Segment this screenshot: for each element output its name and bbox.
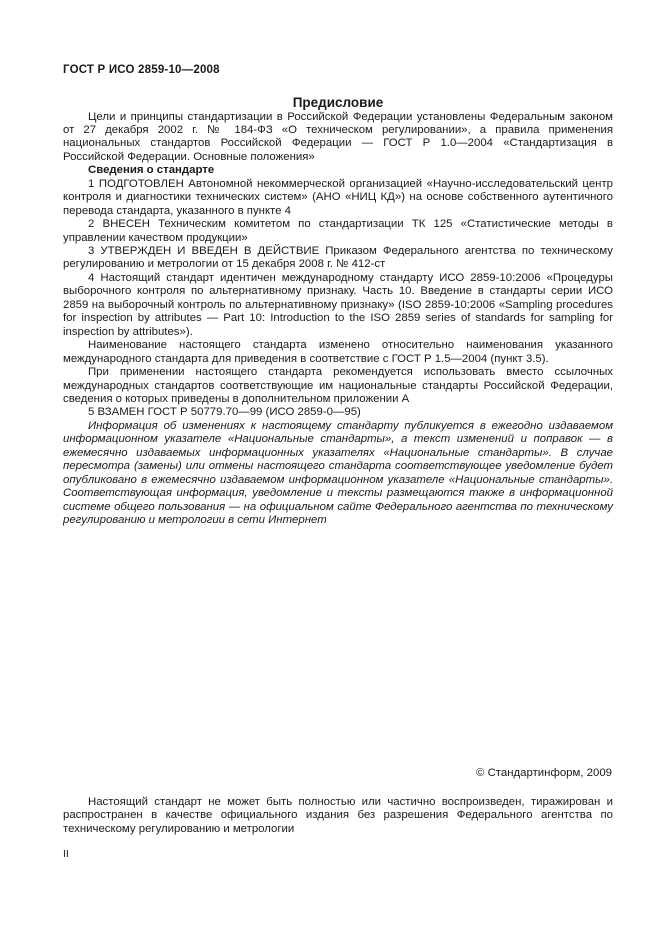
section-heading: Сведения о стандарте	[88, 164, 215, 177]
standard-info-item-4: 4 Настоящий стандарт идентичен международному стандарту ИСО 2859-10:2006 «Процедуры выборочного контроля по альтернативному признаку. Часть 10. Введение в стандарты серии ИСО 2859 на выборочный контроль по альтернативному признаку» (ISO 2859-10:2006 «Sampling procedures for inspection by attributes — Part 10: Introduction to the ISO 2859 series of standards for sampling for inspection by attributes»).	[63, 271, 613, 338]
restriction-note: Настоящий стандарт не может быть полностью или частично воспроизведен, тиражирован и распространен в качестве официального издания без разрешения Федерального агентства по техническому регулированию и метрологии	[63, 796, 613, 835]
item-4-note-rename: Наименование настоящего стандарта изменено относительно наименования указанного международного стандарта для приведения в соответствие с ГОСТ Р 1.5—2004 (пункт 3.5).	[63, 339, 613, 365]
publication-note: Информация об изменениях к настоящему стандарту публикуется в ежегодно издаваемом информационном указателе «Национальные стандарты», а текст изменений и поправок — в ежемесячно издаваемых информационных указателях «Национальные стандарты». В случае пересмотра (замены) или отмены настоящего стандарта соответствующее уведомление будет опубликовано в ежемесячно издаваемом информационном указателе «Национальные стандарты». Соответствующая информация, уведомление и тексты размещаются также в информационной системе общего пользования — на официальном сайте Федерального агентства по техническому регулированию и метрологии в сети Интернет	[63, 419, 613, 527]
doc-designation: ГОСТ Р ИСО 2859-10—2008	[63, 64, 220, 76]
standard-info-item-5: 5 ВЗАМЕН ГОСТ Р 50779.70—99 (ИСО 2859-0—95)	[88, 406, 361, 419]
standard-info-item-1: 1 ПОДГОТОВЛЕН Автономной некоммерческой организацией «Научно-исследовательский центр контроля и диагностики технических систем» (АНО «НИЦ КД») на основе собственного аутентичного перевода стандарта, указанного в пункте 4	[63, 177, 613, 217]
item-4-note-references: При применении настоящего стандарта рекомендуется использовать вместо ссылочных международных стандартов соответствующие им национальные стандарты Российской Федерации, сведения о которых приведены в дополнительном приложении А	[63, 366, 613, 406]
intro-paragraph: Цели и принципы стандартизации в Российской Федерации установлены Федеральным законом от 27 декабря 2002 г. № 184-ФЗ «О техническом регулировании», а правила применения национальных стандартов Российской Федерации — ГОСТ Р 1.0—2004 «Стандартизация в Российской Федерации. Основные положения»	[63, 110, 613, 163]
page-title: Предисловие	[292, 94, 384, 110]
standard-info-item-2: 2 ВНЕСЕН Техническим комитетом по стандартизации ТК 125 «Статистические методы в управлении качеством продукции»	[63, 218, 613, 244]
page-number: II	[63, 848, 69, 860]
standard-info-item-3: 3 УТВЕРЖДЕН И ВВЕДЕН В ДЕЙСТВИЕ Приказом Федерального агентства по техническому регулированию и метрологии от 15 декабря 2008 г. № 412-ст	[63, 245, 613, 271]
copyright-notice: © Стандартинформ, 2009	[476, 767, 612, 779]
